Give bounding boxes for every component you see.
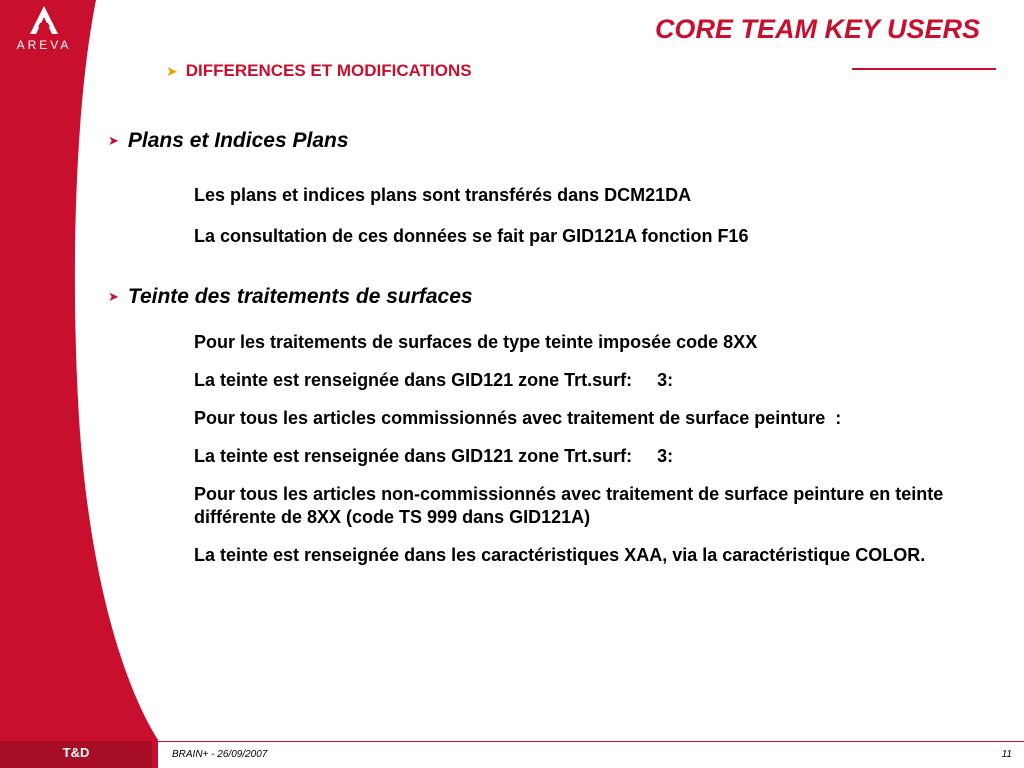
title-underline (852, 68, 996, 70)
section-heading-plans (108, 129, 349, 153)
arrow-bullet-icon: ➤ (108, 289, 119, 304)
paragraph: La teinte est renseignée dans les caractéristiques XAA, via la caractéristique COLOR. (194, 545, 926, 565)
section-body-teinte (194, 331, 974, 582)
division-label: T&D (62, 745, 90, 760)
arrow-bullet-icon: ➤ (108, 133, 119, 148)
sidebar-shape (0, 0, 158, 768)
page-number: 11 (1001, 749, 1012, 760)
footer-date: BRAIN+ - 26/09/2007 (172, 749, 268, 760)
paragraph: Pour les traitements de surfaces de type teinte imposée code 8XX (194, 332, 758, 352)
paragraph: La consultation de ces données se fait par GID121A fonction F16 (194, 226, 749, 246)
paragraph: La teinte est renseignée dans GID121 zone Trt.surf: 3: (194, 446, 674, 466)
section-body-plans (194, 184, 974, 263)
slide-title: CORE TEAM KEY USERS (654, 14, 980, 44)
paragraph: Pour tous les articles commissionnés avec traitement de surface peinture : (194, 408, 842, 428)
paragraph: Pour tous les articles non-commissionnés avec traitement de surface peinture en teinte différente de 8XX (code TS 999 dans GID121A) (194, 484, 944, 527)
section-heading-text: Teinte des traitements de surfaces (127, 285, 473, 308)
subtitle-text: DIFFERENCES ET MODIFICATIONS (185, 61, 472, 80)
logo-text: AREVA (16, 38, 72, 52)
arrow-bullet-icon: ➤ (166, 63, 178, 79)
footer-rule (152, 741, 1024, 742)
paragraph: La teinte est renseignée dans GID121 zone Trt.surf: 3: (194, 370, 674, 390)
section-heading-text: Plans et Indices Plans (127, 129, 349, 152)
paragraph: Les plans et indices plans sont transférés dans DCM21DA (194, 185, 692, 205)
section-heading-teinte (108, 285, 473, 309)
slide-subtitle (166, 61, 472, 81)
